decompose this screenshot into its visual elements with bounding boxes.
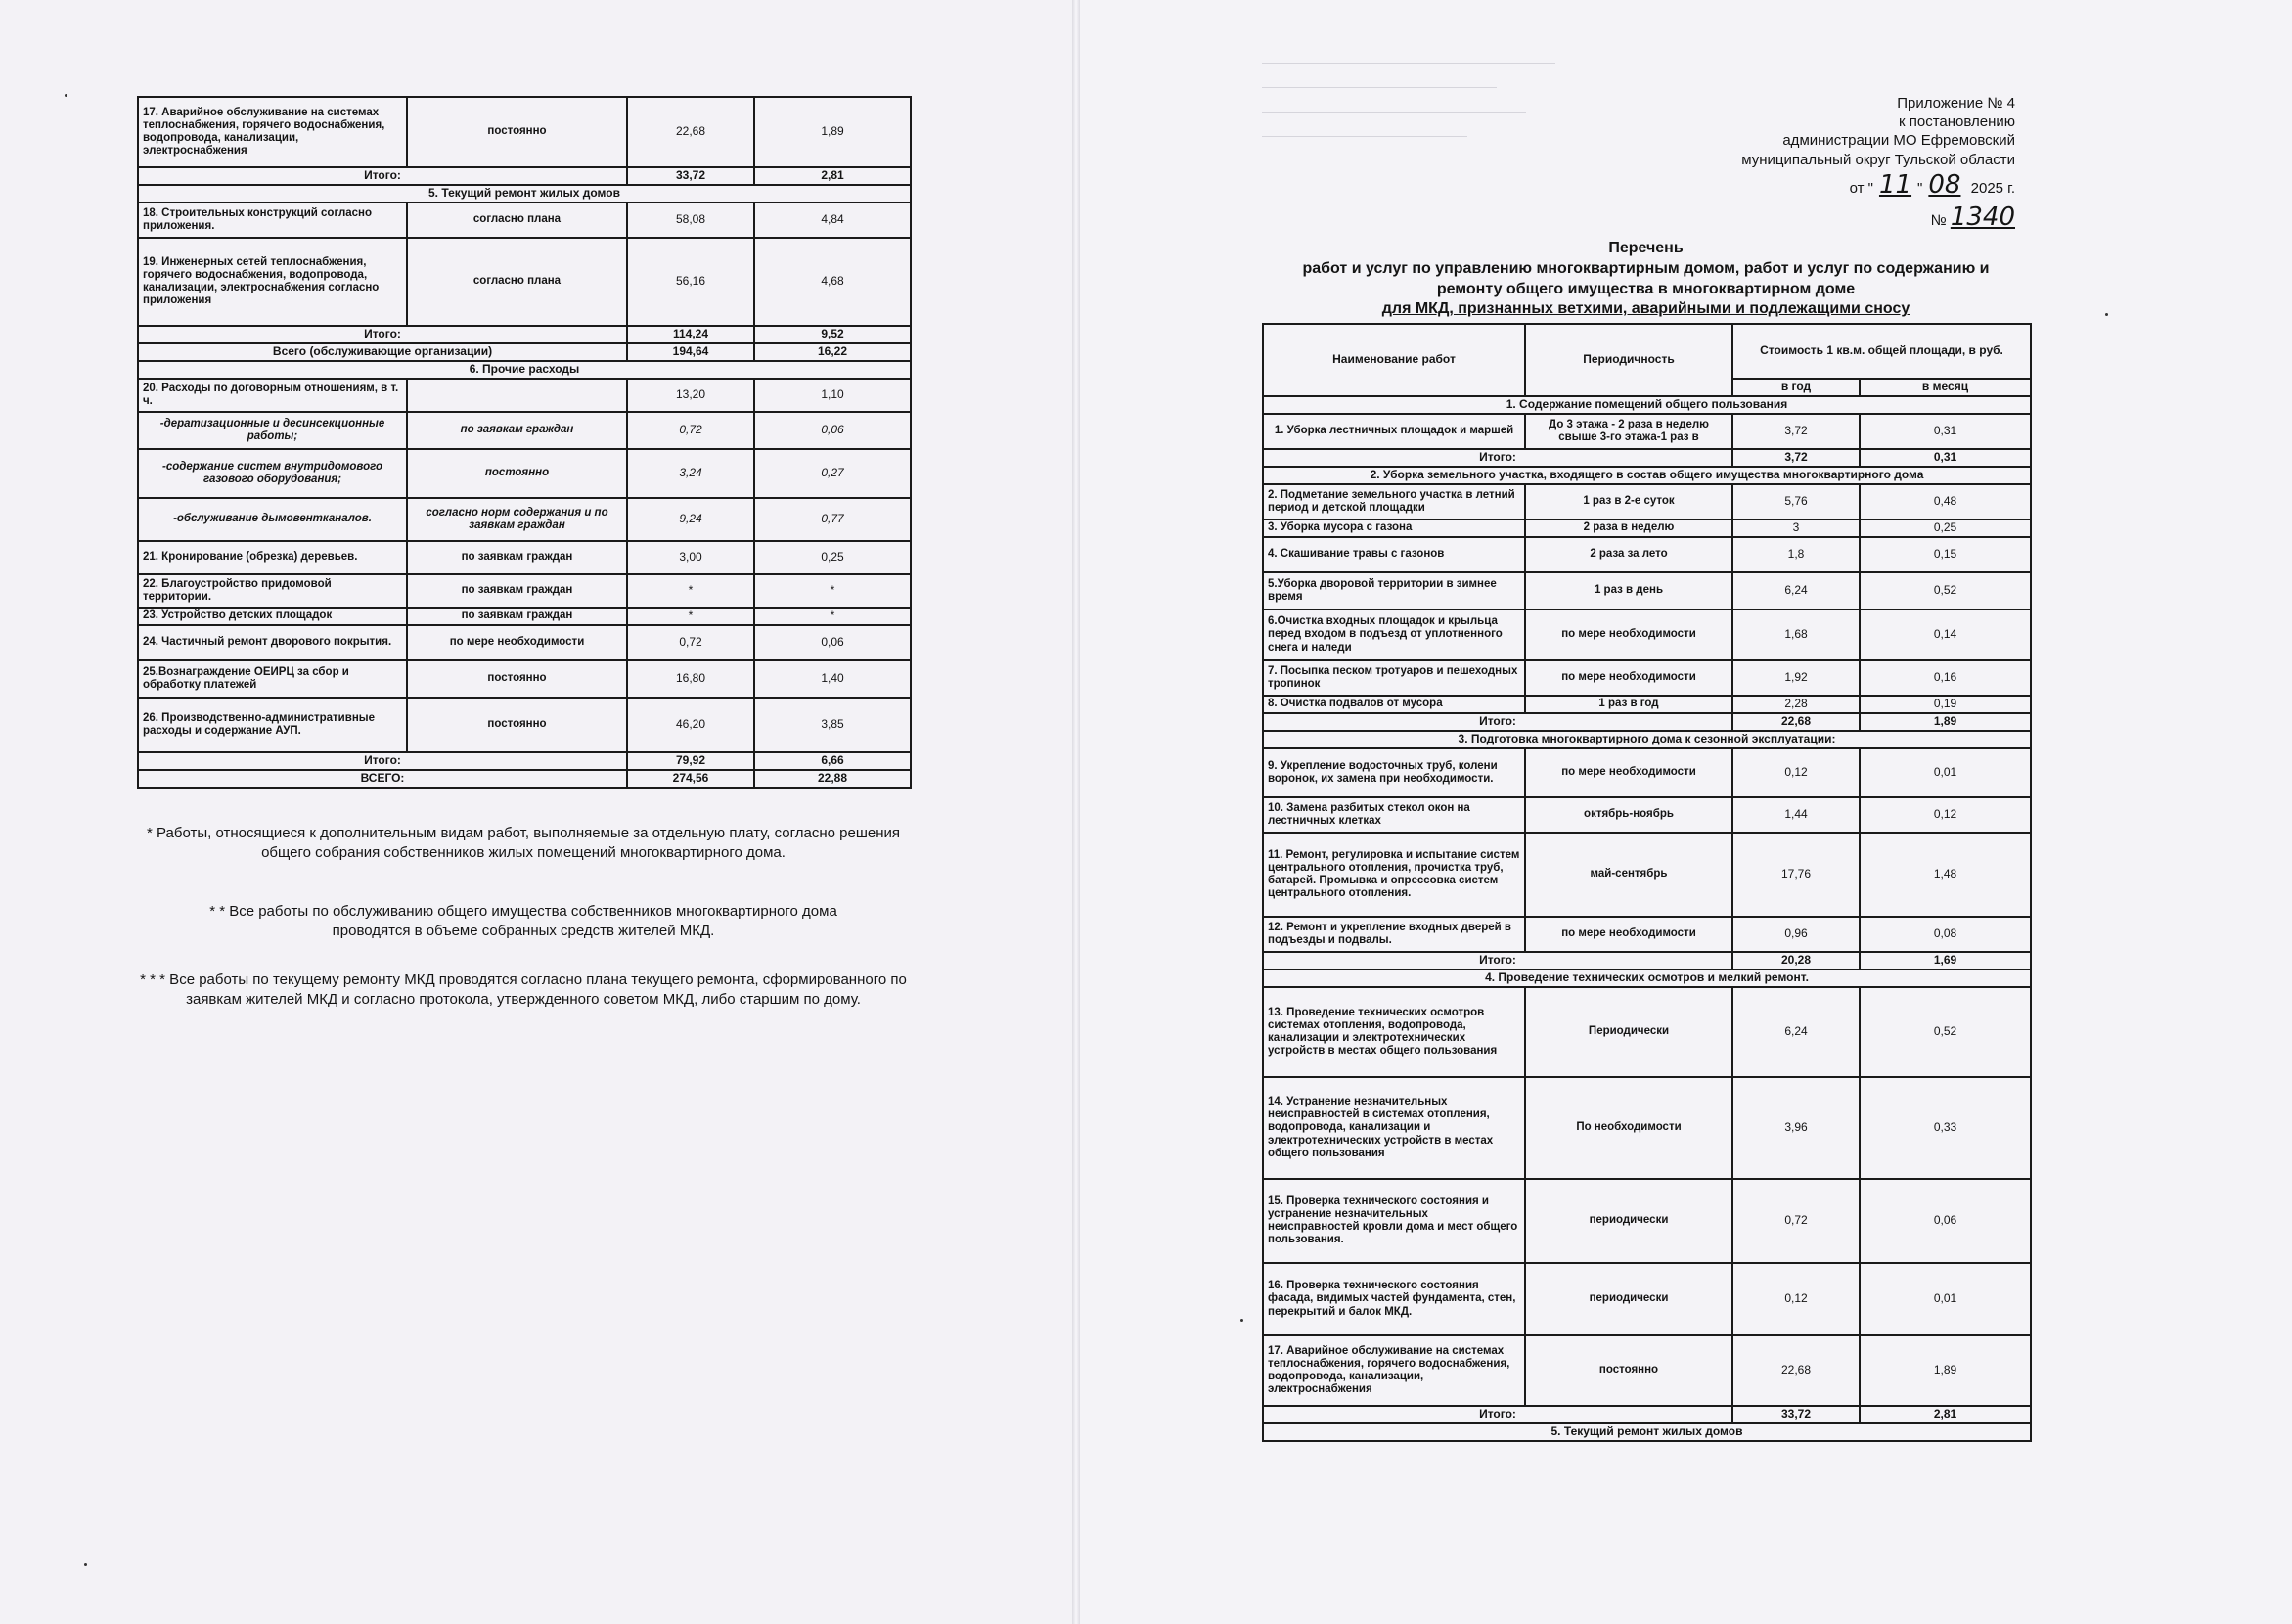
year-cost-cell: 0,96 bbox=[1732, 917, 1860, 952]
total-row bbox=[1263, 952, 2031, 970]
section-title: 5. Текущий ремонт жилых домов bbox=[138, 185, 911, 203]
total-row bbox=[1263, 449, 2031, 467]
month-cost-cell: 0,01 bbox=[1860, 1263, 2031, 1335]
footnote-2: * * Все работы по обслуживанию общего имущества собственников многоквартирного дома проводятся в объеме собранных средств жителей МКД. bbox=[209, 903, 837, 940]
period-cell: По необходимости bbox=[1525, 1077, 1732, 1179]
period-cell: Периодически bbox=[1525, 987, 1732, 1077]
month-cost-cell: 3,85 bbox=[754, 698, 911, 752]
total-label: Итого: bbox=[1263, 952, 1732, 970]
year-cost-cell: 22,68 bbox=[627, 97, 754, 167]
month-cost-cell: 0,48 bbox=[1860, 484, 2031, 519]
work-name-cell: 14. Устранение незначительных неисправностей в системах отопления, водопровода, канализации и электротехнических устройств в местах общего пользования bbox=[1263, 1077, 1525, 1179]
period-cell: согласно плана bbox=[407, 238, 627, 326]
table-row bbox=[1263, 609, 2031, 660]
year-cost-cell: 3,24 bbox=[627, 449, 754, 498]
period-cell: 1 раз в день bbox=[1525, 572, 1732, 609]
period-cell: согласно норм содержания и по заявкам граждан bbox=[407, 498, 627, 541]
work-name-cell: 7. Посыпка песком тротуаров и пешеходных тропинок bbox=[1263, 660, 1525, 696]
total-label: Итого: bbox=[138, 167, 627, 185]
month-cost-cell: 0,14 bbox=[1860, 609, 2031, 660]
year-cost-cell: 0,12 bbox=[1732, 1263, 1860, 1335]
period-cell bbox=[407, 379, 627, 412]
work-name-cell: 6.Очистка входных площадок и крыльца перед входом в подъезд от уплотненного снега и наледи bbox=[1263, 609, 1525, 660]
work-name-cell: 5.Уборка дворовой территории в зимнее время bbox=[1263, 572, 1525, 609]
period-cell: по мере необходимости bbox=[407, 625, 627, 660]
month-cost-cell: 0,16 bbox=[1860, 660, 2031, 696]
month-cost-cell: 0,25 bbox=[754, 541, 911, 574]
work-name-cell: 13. Проведение технических осмотров системах отопления, водопровода, канализации и электротехнических устройств в местах общего пользования bbox=[1263, 987, 1525, 1077]
total-year-value: 22,68 bbox=[1732, 713, 1860, 731]
appendix-line3: администрации МО Ефремовский bbox=[1782, 132, 2015, 150]
title-line4: для МКД, признанных ветхими, аварийными и подлежащими сносу bbox=[1381, 300, 1910, 318]
year-cost-cell: 0,72 bbox=[627, 412, 754, 449]
year-cost-cell: 3,96 bbox=[1732, 1077, 1860, 1179]
date-mid: " bbox=[1917, 179, 1923, 197]
appendix-date bbox=[1741, 169, 2015, 202]
col-header-name: Наименование работ bbox=[1263, 324, 1525, 396]
document-title bbox=[1262, 239, 2030, 320]
month-cost-cell: 1,89 bbox=[754, 97, 911, 167]
year-cost-cell: 58,08 bbox=[627, 203, 754, 238]
section-title: 4. Проведение технических осмотров и мелкий ремонт. bbox=[1263, 970, 2031, 987]
period-cell: постоянно bbox=[1525, 1335, 1732, 1406]
month-cost-cell: 0,08 bbox=[1860, 917, 2031, 952]
year-cost-cell: 1,8 bbox=[1732, 537, 1860, 572]
total-row bbox=[138, 752, 911, 770]
month-cost-cell: 0,12 bbox=[1860, 797, 2031, 833]
bleed-through bbox=[1262, 39, 1555, 151]
work-name-cell: 21. Кронирование (обрезка) деревьев. bbox=[138, 541, 407, 574]
section-row bbox=[138, 361, 911, 379]
period-cell: май-сентябрь bbox=[1525, 833, 1732, 917]
work-name-cell: 24. Частичный ремонт дворового покрытия. bbox=[138, 625, 407, 660]
total-month-value: 9,52 bbox=[754, 326, 911, 343]
title-line2: работ и услуг по управлению многоквартирным домом, работ и услуг по содержанию и bbox=[1302, 259, 1990, 277]
period-cell: 2 раза за лето bbox=[1525, 537, 1732, 572]
table-row bbox=[138, 608, 911, 625]
table-row bbox=[1263, 696, 2031, 713]
period-cell: по заявкам граждан bbox=[407, 541, 627, 574]
table-row bbox=[1263, 748, 2031, 797]
total-year-value: 33,72 bbox=[627, 167, 754, 185]
table-row bbox=[138, 498, 911, 541]
period-cell: по заявкам граждан bbox=[407, 608, 627, 625]
page-fold bbox=[1072, 0, 1080, 1624]
section-title: 1. Содержание помещений общего пользования bbox=[1263, 396, 2031, 414]
total-month-value: 1,69 bbox=[1860, 952, 2031, 970]
scan-speck bbox=[1240, 1319, 1243, 1322]
month-cost-cell: 0,25 bbox=[1860, 519, 2031, 537]
year-cost-cell: 17,76 bbox=[1732, 833, 1860, 917]
month-cost-cell: 0,52 bbox=[1860, 987, 2031, 1077]
total-label: Итого: bbox=[138, 326, 627, 343]
total-year-value: 79,92 bbox=[627, 752, 754, 770]
year-cost-cell: 0,72 bbox=[1732, 1179, 1860, 1263]
total-row bbox=[138, 770, 911, 788]
appendix-line1: Приложение № 4 bbox=[1897, 95, 2015, 112]
year-cost-cell: 0,12 bbox=[1732, 748, 1860, 797]
year-cost-cell: 0,72 bbox=[627, 625, 754, 660]
year-cost-cell: 1,92 bbox=[1732, 660, 1860, 696]
period-cell: постоянно bbox=[407, 698, 627, 752]
work-name-cell: 9. Укрепление водосточных труб, колени воронок, их замена при необходимости. bbox=[1263, 748, 1525, 797]
date-month: 08 bbox=[1928, 169, 1961, 200]
work-name-cell: 18. Строительных конструкций согласно приложения. bbox=[138, 203, 407, 238]
table-row bbox=[1263, 833, 2031, 917]
section-title: 3. Подготовка многоквартирного дома к сезонной эксплуатации: bbox=[1263, 731, 2031, 748]
table-row bbox=[138, 698, 911, 752]
period-cell: согласно плана bbox=[407, 203, 627, 238]
year-cost-cell: 1,44 bbox=[1732, 797, 1860, 833]
year-cost-cell: 6,24 bbox=[1732, 987, 1860, 1077]
month-cost-cell: 4,84 bbox=[754, 203, 911, 238]
month-cost-cell: 1,89 bbox=[1860, 1335, 2031, 1406]
number-prefix: № bbox=[1930, 212, 1947, 230]
year-cost-cell: 22,68 bbox=[1732, 1335, 1860, 1406]
left-cost-table bbox=[137, 96, 912, 789]
month-cost-cell: 0,06 bbox=[1860, 1179, 2031, 1263]
work-name-cell: 23. Устройство детских площадок bbox=[138, 608, 407, 625]
period-cell: периодически bbox=[1525, 1179, 1732, 1263]
month-cost-cell: 0,01 bbox=[1860, 748, 2031, 797]
footnote-1: * Работы, относящиеся к дополнительным видам работ, выполняемые за отдельную плату, согласно решения общего собрания собственников жилых помещений многоквартирного дома. bbox=[147, 825, 900, 862]
section-title: 2. Уборка земельного участка, входящего в состав общего имущества многоквартирного дома bbox=[1263, 467, 2031, 484]
month-cost-cell: 0,77 bbox=[754, 498, 911, 541]
total-month-value: 6,66 bbox=[754, 752, 911, 770]
work-name-cell: 11. Ремонт, регулировка и испытание систем центрального отопления, прочистка труб, батарей. Промывка и опрессовка систем центрального отопления. bbox=[1263, 833, 1525, 917]
period-cell: по заявкам граждан bbox=[407, 412, 627, 449]
year-cost-cell: * bbox=[627, 574, 754, 608]
year-cost-cell: 56,16 bbox=[627, 238, 754, 326]
work-name-cell: 17. Аварийное обслуживание на системах теплоснабжения, горячего водоснабжения, водопровода, канализации, электроснабжения bbox=[138, 97, 407, 167]
month-cost-cell: 0,52 bbox=[1860, 572, 2031, 609]
date-year: 2025 г. bbox=[1970, 179, 2015, 197]
right-cost-table bbox=[1262, 323, 2032, 1442]
footnote-3: * * * Все работы по текущему ремонту МКД проводятся согласно плана текущего ремонта, сформированного по заявкам жителей МКД и согласно протокола, утвержденного советом МКД, либо старшим по дому. bbox=[140, 971, 907, 1009]
section-row bbox=[138, 185, 911, 203]
total-year-value: 33,72 bbox=[1732, 1406, 1860, 1423]
work-name-cell: 16. Проверка технического состояния фасада, видимых частей фундамента, стен, перекрытий и балок МКД. bbox=[1263, 1263, 1525, 1335]
work-name-cell: 25.Вознаграждение ОЕИРЦ за сбор и обработку платежей bbox=[138, 660, 407, 698]
work-name-cell: 19. Инженерных сетей теплоснабжения, горячего водоснабжения, водопровода, канализации, электроснабжения согласно приложения bbox=[138, 238, 407, 326]
work-name-cell: -содержание систем внутридомового газового оборудования; bbox=[138, 449, 407, 498]
section-title: 6. Прочие расходы bbox=[138, 361, 911, 379]
section-row bbox=[1263, 396, 2031, 414]
month-cost-cell: 0,31 bbox=[1860, 414, 2031, 449]
year-cost-cell: 1,68 bbox=[1732, 609, 1860, 660]
month-cost-cell: 0,15 bbox=[1860, 537, 2031, 572]
total-label: ВСЕГО: bbox=[138, 770, 627, 788]
month-cost-cell: * bbox=[754, 574, 911, 608]
table-row bbox=[1263, 1263, 2031, 1335]
work-name-cell: 10. Замена разбитых стекол окон на лестничных клетках bbox=[1263, 797, 1525, 833]
table-row bbox=[138, 449, 911, 498]
title-line3: ремонту общего имущества в многоквартирном доме bbox=[1436, 280, 1856, 297]
year-cost-cell: * bbox=[627, 608, 754, 625]
work-name-cell: 22. Благоустройство придомовой территории. bbox=[138, 574, 407, 608]
year-cost-cell: 3,72 bbox=[1732, 414, 1860, 449]
work-name-cell: 15. Проверка технического состояния и устранение незначительных неисправностей кровли дома и мест общего пользования. bbox=[1263, 1179, 1525, 1263]
month-cost-cell: 0,06 bbox=[754, 625, 911, 660]
total-label: Итого: bbox=[1263, 449, 1732, 467]
table-row bbox=[138, 660, 911, 698]
total-month-value: 2,81 bbox=[754, 167, 911, 185]
scan-speck bbox=[84, 1563, 87, 1566]
section-row bbox=[1263, 467, 2031, 484]
work-name-cell: -обслуживание дымовентканалов. bbox=[138, 498, 407, 541]
table-row bbox=[1263, 917, 2031, 952]
period-cell: постоянно bbox=[407, 660, 627, 698]
table-row bbox=[1263, 987, 2031, 1077]
month-cost-cell: 4,68 bbox=[754, 238, 911, 326]
appendix-header bbox=[1741, 94, 2015, 234]
work-name-cell: 3. Уборка мусора с газона bbox=[1263, 519, 1525, 537]
year-cost-cell: 2,28 bbox=[1732, 696, 1860, 713]
work-name-cell: 12. Ремонт и укрепление входных дверей в подъезды и подвалы. bbox=[1263, 917, 1525, 952]
period-cell: постоянно bbox=[407, 97, 627, 167]
scan-speck bbox=[65, 94, 67, 97]
section-row bbox=[1263, 1423, 2031, 1441]
table-row bbox=[1263, 484, 2031, 519]
month-cost-cell: 0,33 bbox=[1860, 1077, 2031, 1179]
total-year-value: 3,72 bbox=[1732, 449, 1860, 467]
table-row bbox=[1263, 797, 2031, 833]
table-row bbox=[1263, 1179, 2031, 1263]
period-cell: по мере необходимости bbox=[1525, 917, 1732, 952]
period-cell: по мере необходимости bbox=[1525, 660, 1732, 696]
table-row bbox=[138, 238, 911, 326]
work-name-cell: 20. Расходы по договорным отношениям, в т. ч. bbox=[138, 379, 407, 412]
period-cell: по мере необходимости bbox=[1525, 748, 1732, 797]
work-name-cell: 8. Очистка подвалов от мусора bbox=[1263, 696, 1525, 713]
year-cost-cell: 46,20 bbox=[627, 698, 754, 752]
period-cell: 1 раз в 2-е суток bbox=[1525, 484, 1732, 519]
number-value: 1340 bbox=[1950, 203, 2015, 233]
period-cell: До 3 этажа - 2 раза в неделю свыше 3-го этажа-1 раз в bbox=[1525, 414, 1732, 449]
total-label: Итого: bbox=[1263, 713, 1732, 731]
table-row bbox=[138, 412, 911, 449]
month-cost-cell: 0,06 bbox=[754, 412, 911, 449]
table-row bbox=[1263, 414, 2031, 449]
appendix-line2: к постановлению bbox=[1899, 113, 2015, 131]
title-line1: Перечень bbox=[1608, 240, 1684, 256]
month-cost-cell: 1,10 bbox=[754, 379, 911, 412]
work-name-cell: 17. Аварийное обслуживание на системах теплоснабжения, горячего водоснабжения, водопровода, канализации, электроснабжения bbox=[1263, 1335, 1525, 1406]
total-year-value: 194,64 bbox=[627, 343, 754, 361]
work-name-cell: 1. Уборка лестничных площадок и маршей bbox=[1263, 414, 1525, 449]
table-row bbox=[138, 379, 911, 412]
table-row bbox=[1263, 1335, 2031, 1406]
month-cost-cell: * bbox=[754, 608, 911, 625]
month-cost-cell: 1,48 bbox=[1860, 833, 2031, 917]
total-month-value: 22,88 bbox=[754, 770, 911, 788]
year-cost-cell: 16,80 bbox=[627, 660, 754, 698]
work-name-cell: 2. Подметание земельного участка в летний период и детской площадки bbox=[1263, 484, 1525, 519]
col-header-year: в год bbox=[1732, 379, 1860, 396]
total-row bbox=[1263, 1406, 2031, 1423]
table-row bbox=[1263, 1077, 2031, 1179]
period-cell: 1 раз в год bbox=[1525, 696, 1732, 713]
table-row bbox=[1263, 537, 2031, 572]
year-cost-cell: 3,00 bbox=[627, 541, 754, 574]
year-cost-cell: 9,24 bbox=[627, 498, 754, 541]
total-label: Всего (обслуживающие организации) bbox=[138, 343, 627, 361]
year-cost-cell: 5,76 bbox=[1732, 484, 1860, 519]
year-cost-cell: 6,24 bbox=[1732, 572, 1860, 609]
total-year-value: 114,24 bbox=[627, 326, 754, 343]
scan-speck bbox=[2105, 313, 2108, 316]
year-cost-cell: 13,20 bbox=[627, 379, 754, 412]
appendix-line4: муниципальный округ Тульской области bbox=[1741, 151, 2015, 168]
section-title: 5. Текущий ремонт жилых домов bbox=[1263, 1423, 2031, 1441]
table-row bbox=[1263, 572, 2031, 609]
date-prefix: от " bbox=[1849, 179, 1873, 197]
period-cell: по мере необходимости bbox=[1525, 609, 1732, 660]
section-row bbox=[1263, 731, 2031, 748]
col-header-period: Периодичность bbox=[1525, 324, 1732, 396]
date-day: 11 bbox=[1878, 169, 1912, 200]
col-header-month: в месяц bbox=[1860, 379, 2031, 396]
total-row bbox=[138, 343, 911, 361]
total-year-value: 274,56 bbox=[627, 770, 754, 788]
col-header-cost: Стоимость 1 кв.м. общей площади, в руб. bbox=[1732, 324, 2031, 379]
table-row bbox=[1263, 660, 2031, 696]
total-month-value: 16,22 bbox=[754, 343, 911, 361]
work-name-cell: 26. Производственно-административные расходы и содержание АУП. bbox=[138, 698, 407, 752]
period-cell: октябрь-ноябрь bbox=[1525, 797, 1732, 833]
section-row bbox=[1263, 970, 2031, 987]
total-row bbox=[138, 167, 911, 185]
period-cell: постоянно bbox=[407, 449, 627, 498]
month-cost-cell: 1,40 bbox=[754, 660, 911, 698]
total-month-value: 1,89 bbox=[1860, 713, 2031, 731]
appendix-number bbox=[1741, 202, 2015, 234]
total-month-value: 0,31 bbox=[1860, 449, 2031, 467]
total-label: Итого: bbox=[138, 752, 627, 770]
table-row bbox=[1263, 519, 2031, 537]
month-cost-cell: 0,19 bbox=[1860, 696, 2031, 713]
work-name-cell: 4. Скашивание травы с газонов bbox=[1263, 537, 1525, 572]
month-cost-cell: 0,27 bbox=[754, 449, 911, 498]
table-row bbox=[138, 541, 911, 574]
table-header-row bbox=[1263, 324, 2031, 379]
total-row bbox=[138, 326, 911, 343]
table-row bbox=[138, 97, 911, 167]
year-cost-cell: 3 bbox=[1732, 519, 1860, 537]
total-row bbox=[1263, 713, 2031, 731]
total-year-value: 20,28 bbox=[1732, 952, 1860, 970]
work-name-cell: -дератизационные и десинсекционные работы; bbox=[138, 412, 407, 449]
table-row bbox=[138, 625, 911, 660]
table-row bbox=[138, 203, 911, 238]
period-cell: 2 раза в неделю bbox=[1525, 519, 1732, 537]
table-row bbox=[138, 574, 911, 608]
total-label: Итого: bbox=[1263, 1406, 1732, 1423]
period-cell: по заявкам граждан bbox=[407, 574, 627, 608]
period-cell: периодически bbox=[1525, 1263, 1732, 1335]
total-month-value: 2,81 bbox=[1860, 1406, 2031, 1423]
